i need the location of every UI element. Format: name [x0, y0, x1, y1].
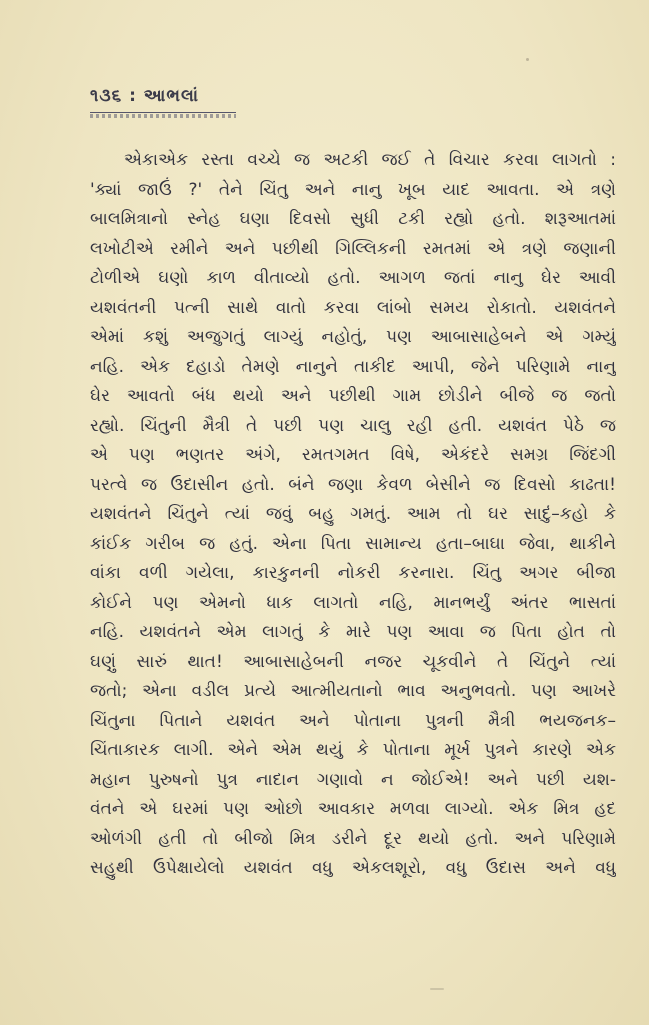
- text-line: ચિંતાકારક લાગી. એને એમ થયું કે પોતાના મૂર્ખ પુત્રને કારણે એક: [90, 740, 616, 760]
- text-line: ઘણું સારું થાત! આબાસાહેબની નજર ચૂકવીને તે ચિંતુને ત્યાં: [90, 651, 616, 672]
- text-line: લખોટીએ રમીને અને પછીથી ગિલ્લિકની રમતમાં એ ત્રણે જણાની: [90, 238, 616, 259]
- text-line: કાંઈક ગરીબ જ હતું. એના પિતા સામાન્ય હતા–બાઘા જેવા, થાકીને: [90, 533, 616, 554]
- text-line: નહિ. એક દહાડો તેમણે નાનુને તાકીદ આપી, જેને પરિણામે નાનુ: [90, 356, 616, 377]
- text-line: કોઈને પણ એમનો ધાક લાગતો નહિ, માનભર્યું અંતર ભાસતાં: [90, 592, 616, 613]
- page-header: ૧૩૬ : આભલાં: [90, 86, 200, 106]
- text-line: ઘેર આવતો બંધ થયો અને પછીથી ગામ છોડીને બીજે જ જતો: [90, 386, 616, 406]
- text-line: વંતને એ ઘરમાં પણ ઓછો આવકાર મળવા લાગ્યો. એક મિત્ર હદ: [90, 799, 616, 819]
- text-line: યશવંતને ચિંતુને ત્યાં જવું બહુ ગમતું. આમ તો ઘર સાદું–કહો કે: [90, 504, 616, 524]
- text-line: ચિંતુના પિતાને યશવંત અને પોતાના પુત્રની મૈત્રી ભયજનક–: [90, 710, 616, 731]
- paper-speck: [430, 988, 444, 990]
- header-wavy-underline: [90, 114, 236, 118]
- text-line: 'ક્યાં જાઉં ?' તેને ચિંતુ અને નાનુ ખૂબ યાદ આવતા. એ ત્રણે: [90, 179, 616, 200]
- text-line: ટોળીએ ઘણો કાળ વીતાવ્યો હતો. આગળ જતાં નાનુ ઘેર આવી: [90, 268, 616, 288]
- header-underline: [90, 112, 236, 113]
- text-line: જતો; એના વડીલ પ્રત્યે આત્મીયતાનો ભાવ અનુભવતો. પણ આખરે: [90, 681, 616, 701]
- text-line: વાંકા વળી ગયેલા, કારકુનની નોકરી કરનારા. ચિંતુ અગર બીજા: [90, 563, 616, 583]
- text-line: મહાન પુરુષનો પુત્ર નાદાન ગણાવો ન જોઈએ! અને પછી યશ-: [90, 769, 616, 790]
- text-line: બાલમિત્રાનો સ્નેહ ઘણા દિવસો સુધી ટકી રહ્યો હતો. શરૂઆતમાં: [90, 209, 616, 229]
- text-line: એમાં કશું અજુગતું લાગ્યું નહોતું, પણ આબાસાહેબને એ ગમ્યું: [90, 327, 616, 347]
- body-paragraph: [90, 146, 616, 884]
- text-line: એકાએક રસ્તા વચ્ચે જ અટકી જઈ તે વિચાર કરવા લાગતો :: [124, 150, 616, 170]
- text-line: પરત્વે જ ઉદાસીન હતો. બંને જણા કેવળ બેસીને જ દિવસો કાઢતા!: [90, 474, 616, 495]
- text-line: ઓળંગી હતી તો બીજો મિત્ર ડરીને દૂર થયો હતો. અને પરિણામે: [90, 828, 616, 849]
- text-line: નહિ. યશવંતને એમ લાગતું કે મારે પણ આવા જ પિતા હોત તો: [90, 622, 616, 642]
- paper-speck: [526, 58, 529, 61]
- text-line: યશવંતની પત્ની સાથે વાતો કરવા લાંબો સમય રોકાતો. યશવંતને: [90, 297, 616, 318]
- text-line: એ પણ ભણતર અંગે, રમતગમત વિષે, એકંદરે સમગ્ર જિંદગી: [90, 445, 616, 465]
- text-line: રહ્યો. ચિંતુની મૈત્રી તે પછી પણ ચાલુ રહી હતી. યશવંત પેઠે જ: [90, 415, 616, 436]
- text-line: સહુથી ઉપેક્ષાયેલો યશવંત વધુ એકલશૂરો, વધુ ઉદાસ અને વધુ: [90, 858, 616, 878]
